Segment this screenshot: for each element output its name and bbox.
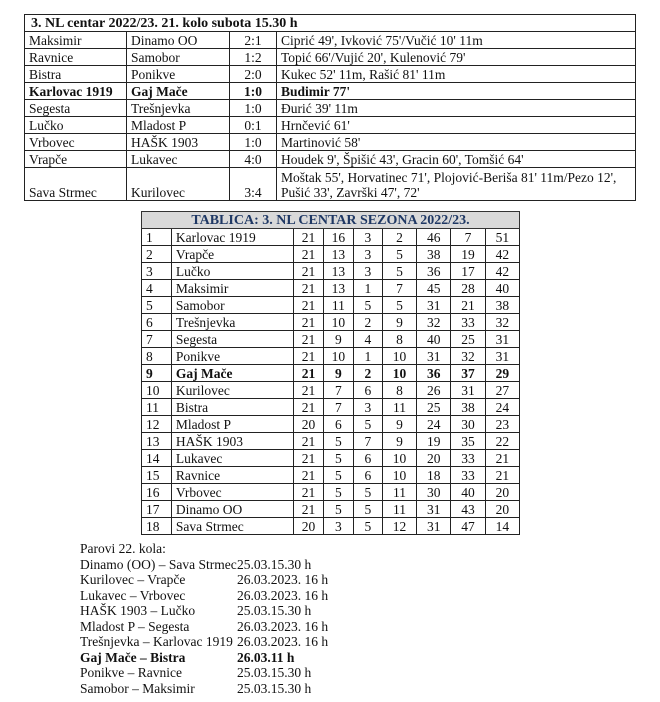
standings-cell-p: 21 [294,365,324,382]
result-row [25,168,636,201]
standings-cell-w: 10 [323,314,353,331]
results-title: 3. NL centar 2022/23. 21. kolo subota 15.30 h [25,15,636,32]
standings-cell-ga: 21 [451,297,485,314]
scorers: Moštak 55', Horvatinec 71', Plojović-Beriša 81' 11m/Pezo 12', Pušić 33', Završki 47', 72' [277,168,636,201]
standings-cell-team: Ravnice [171,467,293,484]
standings-cell-team: Samobor [171,297,293,314]
fixture-row [80,557,328,573]
standings-cell-ga: 33 [451,314,485,331]
standings-cell-gf: 18 [417,467,451,484]
standings-cell-pos: 10 [142,382,172,399]
standings-cell-d: 4 [353,331,382,348]
standings-cell-gf: 31 [417,348,451,365]
standings-cell-pts: 31 [485,331,519,348]
result-row-highlighted [25,83,636,100]
standings-cell-d: 5 [353,518,382,535]
standings-cell-pos: 9 [142,365,172,382]
standings-cell-ga: 31 [451,382,485,399]
standings-cell-p: 21 [294,246,324,263]
standings-cell-l: 7 [382,280,416,297]
standings-cell-team: Lukavec [171,450,293,467]
scorers: Houdek 9', Špišić 43', Gracin 60', Tomšić 64' [277,151,636,168]
fixture-match: HAŠK 1903 – Lučko [80,603,196,618]
standings-cell-ga: 19 [451,246,485,263]
standings-cell-gf: 26 [417,382,451,399]
standings-cell-l: 10 [382,348,416,365]
result-row [25,49,636,66]
standings-cell-pos: 1 [142,229,172,246]
standings-cell-ga: 35 [451,433,485,450]
standings-cell-p: 21 [294,433,324,450]
standings-cell-ga: 17 [451,263,485,280]
standings-cell-p: 21 [294,348,324,365]
standings-cell-gf: 31 [417,501,451,518]
standings-cell-team: Trešnjevka [171,314,293,331]
standings-row [142,484,520,501]
standings-cell-pos: 4 [142,280,172,297]
scorers: Ciprić 49', Ivković 75'/Vučić 10' 11m [277,32,636,49]
standings-cell-ga: 28 [451,280,485,297]
standings-cell-d: 5 [353,416,382,433]
standings-cell-w: 16 [323,229,353,246]
standings-cell-team: Segesta [171,331,293,348]
standings-cell-d: 2 [353,314,382,331]
standings-cell-gf: 19 [417,433,451,450]
standings-cell-gf: 36 [417,263,451,280]
standings-cell-pos: 6 [142,314,172,331]
standings-cell-ga: 25 [451,331,485,348]
standings-cell-gf: 20 [417,450,451,467]
standings-cell-team: Vrbovec [171,484,293,501]
standings-cell-pts: 21 [485,467,519,484]
standings-cell-ga: 30 [451,416,485,433]
score: 1:0 [230,134,277,151]
standings-cell-pts: 31 [485,348,519,365]
standings-cell-team: Bistra [171,399,293,416]
result-row [25,100,636,117]
fixture-row [80,665,328,681]
standings-cell-d: 6 [353,450,382,467]
standings-cell-p: 21 [294,399,324,416]
standings-cell-p: 21 [294,280,324,297]
standings-cell-d: 5 [353,501,382,518]
result-row [25,117,636,134]
results-table [24,14,636,201]
standings-header-row [142,212,520,229]
standings-cell-pos: 15 [142,467,172,484]
standings-cell-l: 5 [382,297,416,314]
fixture-time: 25.03.15.30 h [237,680,312,696]
standings-title: TABLICA: 3. NL CENTAR SEZONA 2022/23. [142,212,520,229]
standings-cell-l: 2 [382,229,416,246]
fixture-row [80,588,328,604]
standings-cell-team: Mladost P [171,416,293,433]
standings-cell-gf: 38 [417,246,451,263]
standings-cell-p: 21 [294,314,324,331]
standings-cell-pos: 11 [142,399,172,416]
fixture-match: Kurilovec – Vrapče [80,572,186,587]
standings-cell-w: 9 [323,365,353,382]
standings-cell-d: 7 [353,433,382,450]
home-team: Sava Strmec [25,168,127,201]
standings-cell-gf: 25 [417,399,451,416]
standings-cell-l: 11 [382,484,416,501]
standings-cell-w: 3 [323,518,353,535]
score: 2:1 [230,32,277,49]
fixture-row [80,572,328,588]
standings-cell-d: 6 [353,467,382,484]
scorers: Kukec 52' 11m, Rašić 81' 11m [277,66,636,83]
standings-row [142,382,520,399]
standings-cell-pts: 29 [485,365,519,382]
standings-cell-pts: 14 [485,518,519,535]
standings-cell-w: 9 [323,331,353,348]
standings-cell-w: 6 [323,416,353,433]
standings-cell-p: 21 [294,467,324,484]
standings-cell-w: 7 [323,399,353,416]
standings-cell-w: 10 [323,348,353,365]
results-title-row [25,15,636,32]
fixture-time: 25.03.15.30 h [237,556,312,572]
standings-cell-l: 11 [382,501,416,518]
standings-cell-l: 10 [382,467,416,484]
away-team: Mladost P [127,117,230,134]
result-row [25,32,636,49]
standings-cell-team: Vrapče [171,246,293,263]
standings-row [142,467,520,484]
fixture-time: 25.03.15.30 h [237,665,312,680]
fixtures-title: Parovi 22. kola: [80,541,166,556]
standings-cell-w: 7 [323,382,353,399]
standings-cell-pos: 18 [142,518,172,535]
standings-cell-ga: 33 [451,467,485,484]
fixture-row-highlighted [80,650,328,666]
standings-cell-p: 21 [294,263,324,280]
standings-cell-l: 8 [382,382,416,399]
standings-cell-w: 5 [323,467,353,484]
standings-cell-team: Dinamo OO [171,501,293,518]
fixture-match: Samobor – Maksimir [80,680,195,696]
standings-cell-pos: 2 [142,246,172,263]
standings-cell-p: 20 [294,416,324,433]
standings-cell-pos: 14 [142,450,172,467]
away-team: Dinamo OO [127,32,230,49]
standings-cell-team: HAŠK 1903 [171,433,293,450]
standings-cell-ga: 43 [451,501,485,518]
standings-cell-team: Kurilovec [171,382,293,399]
standings-cell-l: 10 [382,450,416,467]
standings-cell-w: 5 [323,501,353,518]
standings-cell-p: 21 [294,297,324,314]
standings-cell-p: 21 [294,450,324,467]
standings-cell-gf: 45 [417,280,451,297]
standings-cell-d: 3 [353,246,382,263]
standings-cell-team: Sava Strmec [171,518,293,535]
standings-table [141,211,520,535]
standings-cell-w: 11 [323,297,353,314]
away-team: Ponikve [127,66,230,83]
standings-cell-ga: 40 [451,484,485,501]
standings-row [142,348,520,365]
scorers: Topić 66'/Vujić 20', Kulenović 79' [277,49,636,66]
standings-cell-w: 13 [323,263,353,280]
standings-row [142,518,520,535]
score: 3:4 [230,168,277,201]
fixture-time: 26.03.2023. 16 h [237,572,329,587]
standings-cell-team: Karlovac 1919 [171,229,293,246]
standings-cell-d: 3 [353,263,382,280]
fixture-match: Dinamo (OO) – Sava Strmec [80,556,237,572]
score: 0:1 [230,117,277,134]
standings-row [142,433,520,450]
standings-cell-ga: 38 [451,399,485,416]
standings-cell-d: 5 [353,297,382,314]
standings-cell-p: 21 [294,501,324,518]
fixture-match: Gaj Mače – Bistra [80,649,186,665]
standings-cell-d: 6 [353,382,382,399]
standings-cell-gf: 46 [417,229,451,246]
standings-cell-d: 5 [353,484,382,501]
standings-cell-team: Lučko [171,263,293,280]
standings-cell-pts: 22 [485,433,519,450]
result-row [25,66,636,83]
away-team: Samobor [127,49,230,66]
fixture-time: 26.03.2023. 16 h [237,618,329,634]
fixture-time: 26.03.2023. 16 h [237,634,329,649]
standings-cell-pts: 51 [485,229,519,246]
scorers: Hrnčević 61' [277,117,636,134]
standings-cell-d: 1 [353,280,382,297]
standings-cell-w: 5 [323,450,353,467]
standings-cell-w: 5 [323,484,353,501]
standings-cell-l: 9 [382,433,416,450]
score: 1:2 [230,49,277,66]
fixture-row [80,603,328,619]
fixtures-list [80,541,328,696]
standings-cell-l: 12 [382,518,416,535]
standings-cell-gf: 24 [417,416,451,433]
standings-row [142,263,520,280]
standings-cell-l: 8 [382,331,416,348]
standings-cell-w: 13 [323,246,353,263]
standings-cell-pts: 21 [485,450,519,467]
standings-row [142,229,520,246]
standings-cell-d: 2 [353,365,382,382]
fixture-match: Mladost P – Segesta [80,618,190,634]
fixtures-rows [80,557,328,697]
standings-cell-l: 11 [382,399,416,416]
home-team: Vrapče [25,151,127,168]
fixture-row [80,619,328,635]
fixture-row [80,634,328,650]
away-team: Lukavec [127,151,230,168]
score: 1:0 [230,83,277,100]
standings-row [142,314,520,331]
standings-cell-l: 9 [382,416,416,433]
score: 2:0 [230,66,277,83]
standings-row [142,501,520,518]
standings-cell-p: 21 [294,382,324,399]
standings-cell-pts: 20 [485,501,519,518]
fixture-match: Ponikve – Ravnice [80,665,182,680]
standings-cell-d: 3 [353,399,382,416]
standings-cell-pts: 42 [485,263,519,280]
standings-row [142,399,520,416]
away-team: Trešnjevka [127,100,230,117]
standings-cell-p: 20 [294,518,324,535]
fixture-row [80,681,328,697]
standings-cell-d: 1 [353,348,382,365]
home-team: Maksimir [25,32,127,49]
home-team: Segesta [25,100,127,117]
home-team: Lučko [25,117,127,134]
result-row [25,151,636,168]
standings-cell-ga: 32 [451,348,485,365]
away-team: HAŠK 1903 [127,134,230,151]
fixture-match: Lukavec – Vrbovec [80,587,186,603]
standings-cell-ga: 47 [451,518,485,535]
standings-cell-pos: 8 [142,348,172,365]
standings-row [142,331,520,348]
home-team: Bistra [25,66,127,83]
standings-cell-w: 5 [323,433,353,450]
standings-cell-team: Ponikve [171,348,293,365]
standings-cell-l: 10 [382,365,416,382]
standings-cell-p: 21 [294,484,324,501]
score: 1:0 [230,100,277,117]
standings-row [142,450,520,467]
score: 4:0 [230,151,277,168]
standings-cell-pts: 38 [485,297,519,314]
standings-row [142,416,520,433]
standings-cell-gf: 30 [417,484,451,501]
standings-cell-pts: 24 [485,399,519,416]
away-team: Gaj Mače [127,83,230,100]
standings-cell-gf: 36 [417,365,451,382]
standings-cell-pts: 42 [485,246,519,263]
standings-cell-l: 5 [382,263,416,280]
standings-cell-ga: 7 [451,229,485,246]
standings-cell-p: 21 [294,229,324,246]
scorers: Martinović 58' [277,134,636,151]
standings-row-highlighted [142,365,520,382]
standings-cell-gf: 32 [417,314,451,331]
standings-cell-l: 5 [382,246,416,263]
standings-cell-pts: 23 [485,416,519,433]
standings-cell-l: 9 [382,314,416,331]
scorers: Budimir 77' [277,83,636,100]
standings-cell-pts: 27 [485,382,519,399]
standings-cell-pts: 20 [485,484,519,501]
standings-cell-pos: 3 [142,263,172,280]
fixture-time: 25.03.15.30 h [237,603,312,618]
standings-cell-pts: 32 [485,314,519,331]
standings-cell-ga: 33 [451,450,485,467]
standings-row [142,280,520,297]
fixture-match: Trešnjevka – Karlovac 1919 [80,634,233,649]
standings-cell-gf: 31 [417,518,451,535]
result-row [25,134,636,151]
home-team: Vrbovec [25,134,127,151]
standings-cell-w: 13 [323,280,353,297]
standings-cell-gf: 40 [417,331,451,348]
fixture-time: 26.03.2023. 16 h [237,587,329,603]
standings-cell-pos: 17 [142,501,172,518]
standings-cell-pos: 13 [142,433,172,450]
standings-row [142,297,520,314]
home-team: Ravnice [25,49,127,66]
standings-cell-pos: 12 [142,416,172,433]
standings-cell-ga: 37 [451,365,485,382]
standings-cell-team: Gaj Mače [171,365,293,382]
standings-cell-pts: 40 [485,280,519,297]
standings-cell-pos: 5 [142,297,172,314]
standings-cell-pos: 7 [142,331,172,348]
standings-cell-team: Maksimir [171,280,293,297]
scorers: Đurić 39' 11m [277,100,636,117]
standings-cell-p: 21 [294,331,324,348]
standings-cell-pos: 16 [142,484,172,501]
standings-cell-d: 3 [353,229,382,246]
standings-row [142,246,520,263]
standings-cell-gf: 31 [417,297,451,314]
home-team: Karlovac 1919 [25,83,127,100]
away-team: Kurilovec [127,168,230,201]
fixture-time: 26.03.11 h [237,649,295,665]
